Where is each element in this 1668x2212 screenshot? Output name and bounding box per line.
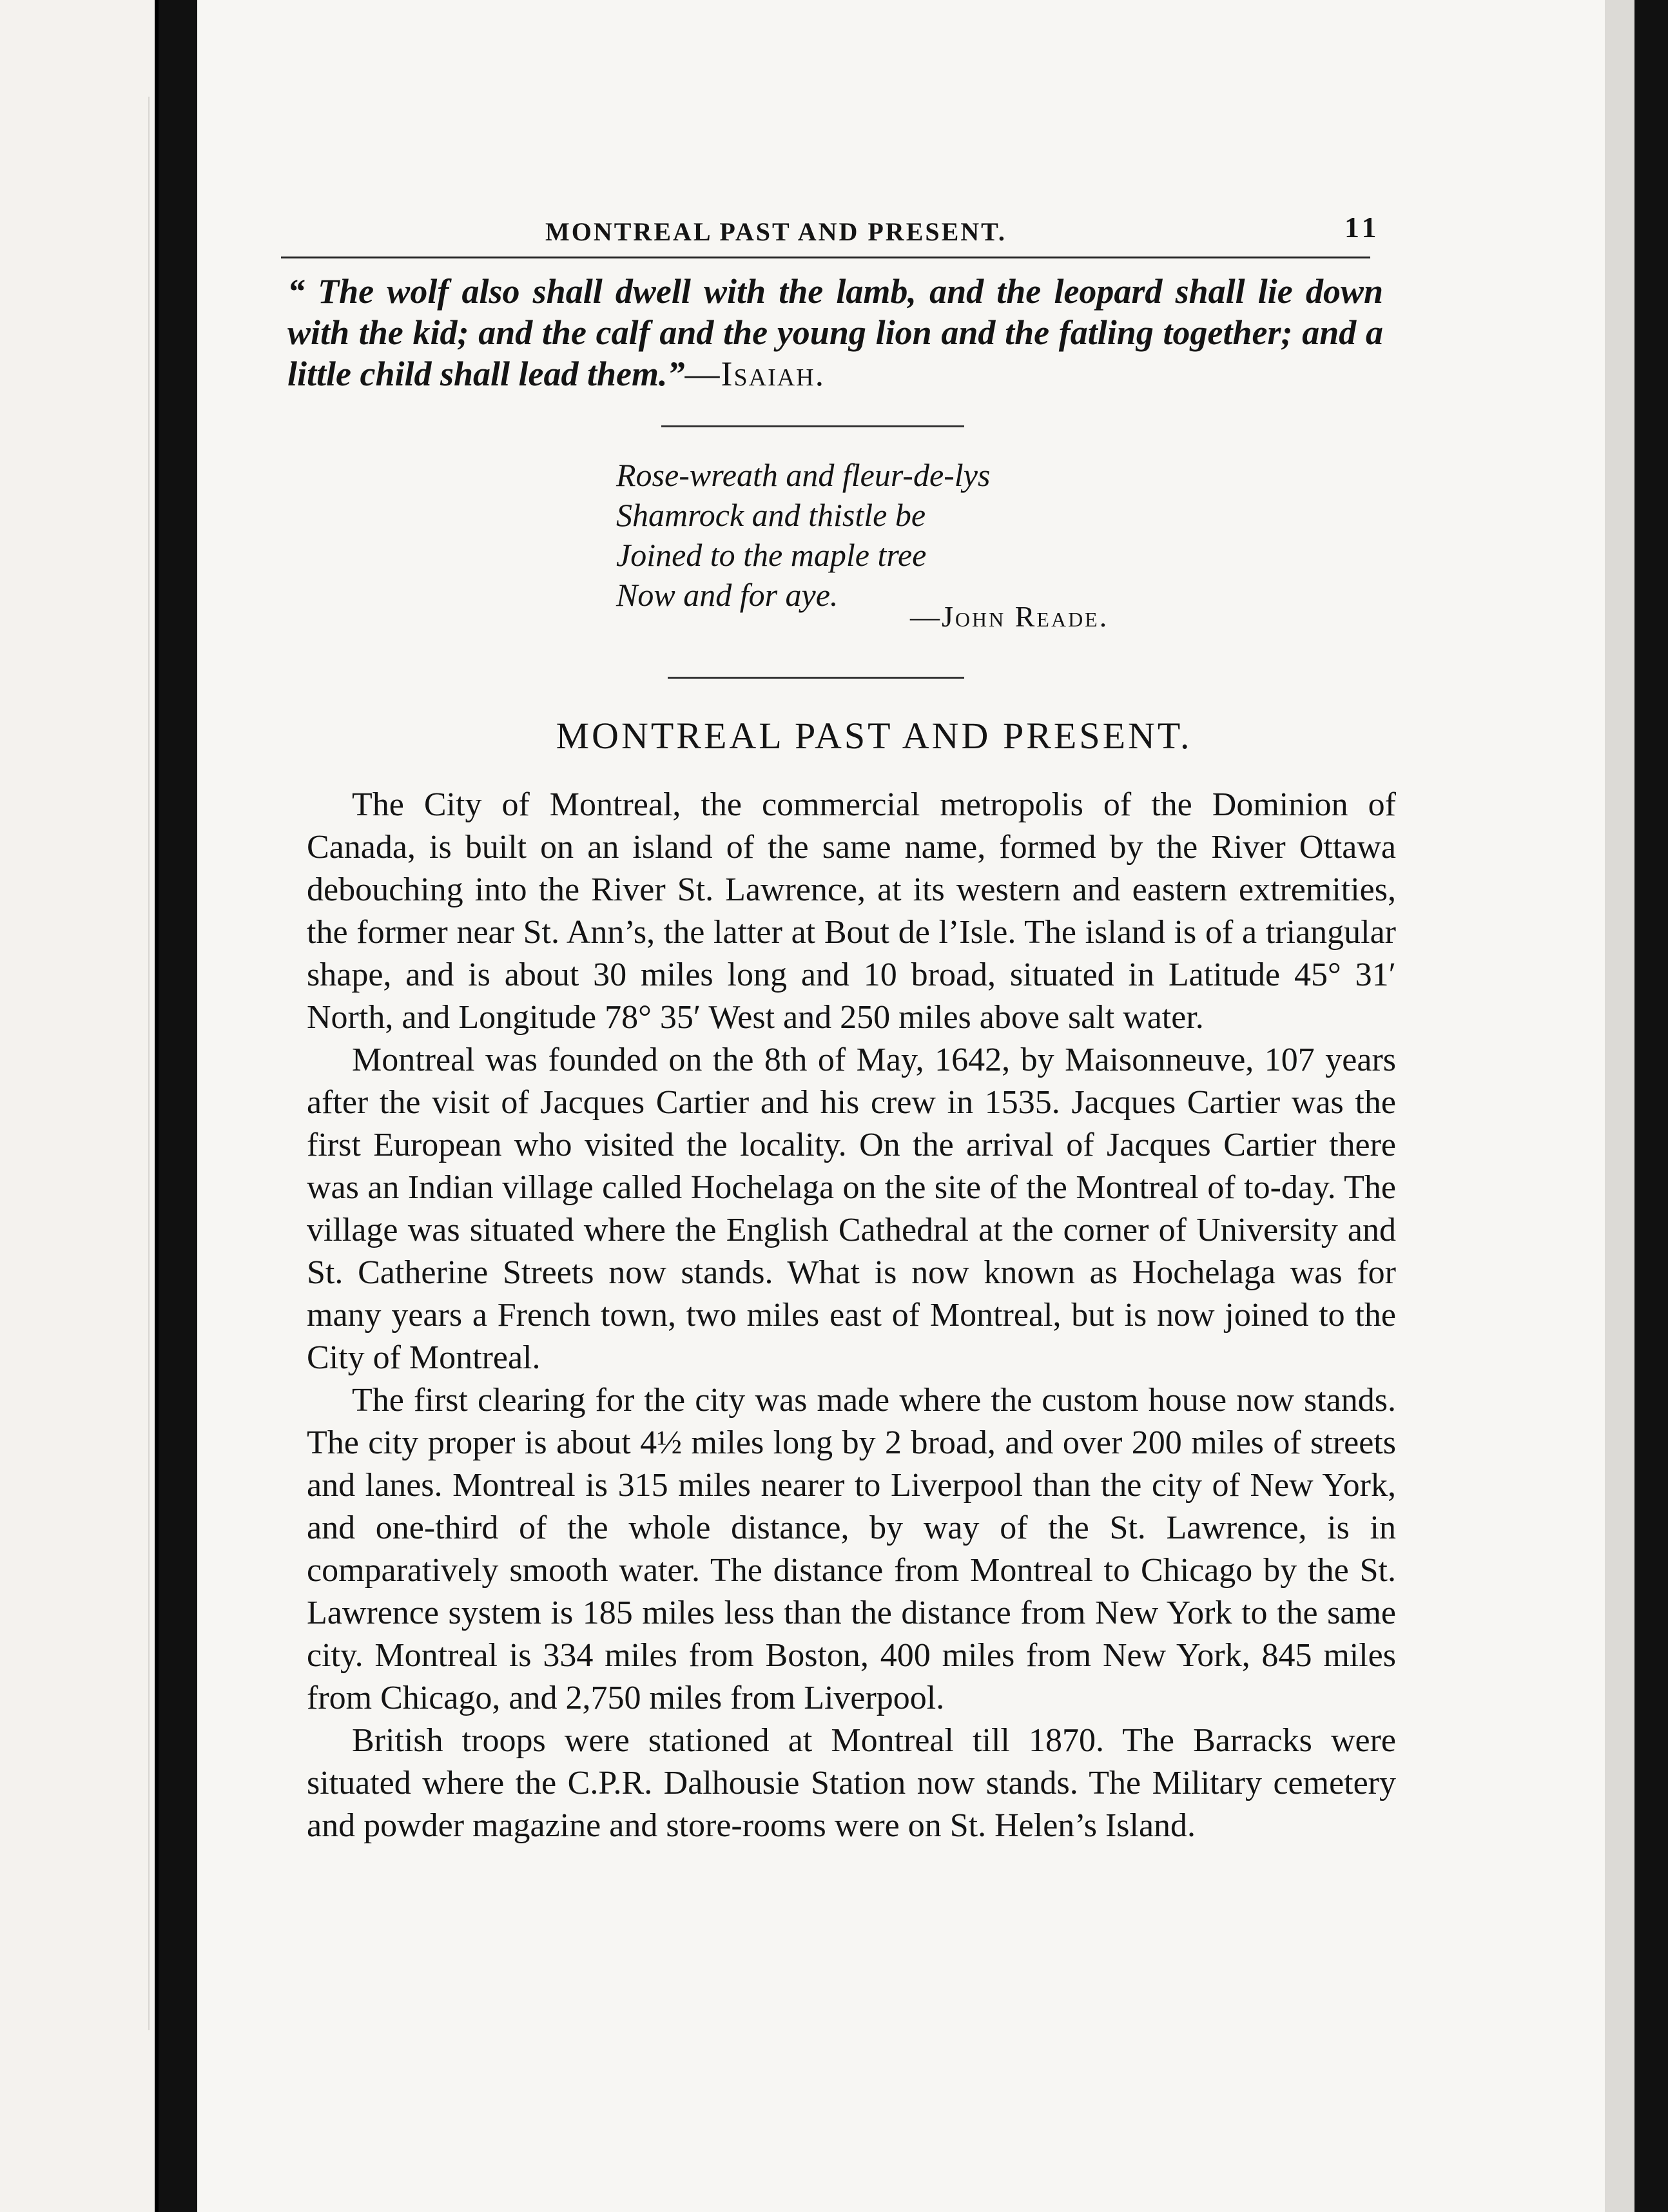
section-divider: [661, 425, 964, 427]
page-edge-shade: [1605, 0, 1634, 2212]
verse: [616, 455, 1196, 615]
body-text: [307, 784, 1396, 1847]
scan-border: [1634, 0, 1668, 2212]
verse-line: Now and for aye.: [616, 577, 839, 613]
section-divider: [668, 677, 964, 679]
header-rule: [281, 257, 1370, 258]
book-page: [197, 0, 1634, 2212]
verse-line: Shamrock and thistle be: [616, 497, 926, 533]
paragraph: The first clearing for the city was made where the custom house now stands. The city proper is about 4½ miles long by 2 broad, and over 200 miles of streets and lanes. Montreal is 315 miles nearer to Liverpool than the city of New York, and one-third of the whole distance, by way of the St. Lawrence, is in comparatively smooth water. The distance from Montreal to Chicago by the St. Lawrence system is 185 miles less than the distance from New York to the same city. Montreal is 334 miles from Boston, 400 miles from New York, 845 miles from Chicago, and 2,750 miles from Liverpool.: [307, 1382, 1396, 1716]
running-head: MONTREAL PAST AND PRESENT.: [545, 217, 1007, 246]
epigraph-attribution: —Isaiah.: [684, 354, 826, 393]
page-content: [197, 0, 1634, 2212]
page-number: 11: [1344, 211, 1381, 244]
verse-line: Joined to the maple tree: [616, 537, 927, 573]
epigraph-quote: “ The wolf also shall dwell with the lamb, and the leopard shall lie down with the kid; and the calf and the young lion and the fatling together; and a little child shall lead them.”: [287, 272, 1383, 393]
paragraph: British troops were stationed at Montreal till 1870. The Barracks were situated where the C.P.R. Dalhousie Station now stands. The Military cemetery and powder magazine and store-rooms were on St. Helen’s Island.: [307, 1722, 1396, 1844]
epigraph: [287, 271, 1383, 394]
paragraph: Montreal was founded on the 8th of May, 1642, by Maisonneuve, 107 years after the visit of Jacques Cartier and his crew in 1535. Jacques Cartier was the first European who visited the locality. On the arrival of Jacques Cartier there was an Indian village called Hochelaga on the site of the Montreal of to-day. The village was situated where the English Cathedral at the corner of University and St. Catherine Streets now stands. What is now known as Hochelaga was for many years a French town, two miles east of Montreal, but is now joined to the City of Montreal.: [307, 1042, 1396, 1376]
paragraph: The City of Montreal, the commercial metropolis of the Dominion of Canada, is built on an island of the same name, formed by the River Ottawa debouching into the River St. Lawrence, at its western and eastern extremities, the former near St. Ann’s, the latter at Bout de l’Isle. The island is of a triangular shape, and is about 30 miles long and 10 broad, situated in Latitude 45° 31′ North, and Longitude 78° 35′ West and 250 miles above salt water.: [307, 786, 1396, 1036]
verse-line: Rose-wreath and fleur-de-lys: [616, 457, 991, 493]
previous-page-edge: [0, 0, 155, 2212]
section-title: MONTREAL PAST AND PRESENT.: [556, 715, 1192, 757]
book-gutter: [159, 0, 197, 2212]
verse-attribution: —John Reade.: [910, 600, 1109, 633]
